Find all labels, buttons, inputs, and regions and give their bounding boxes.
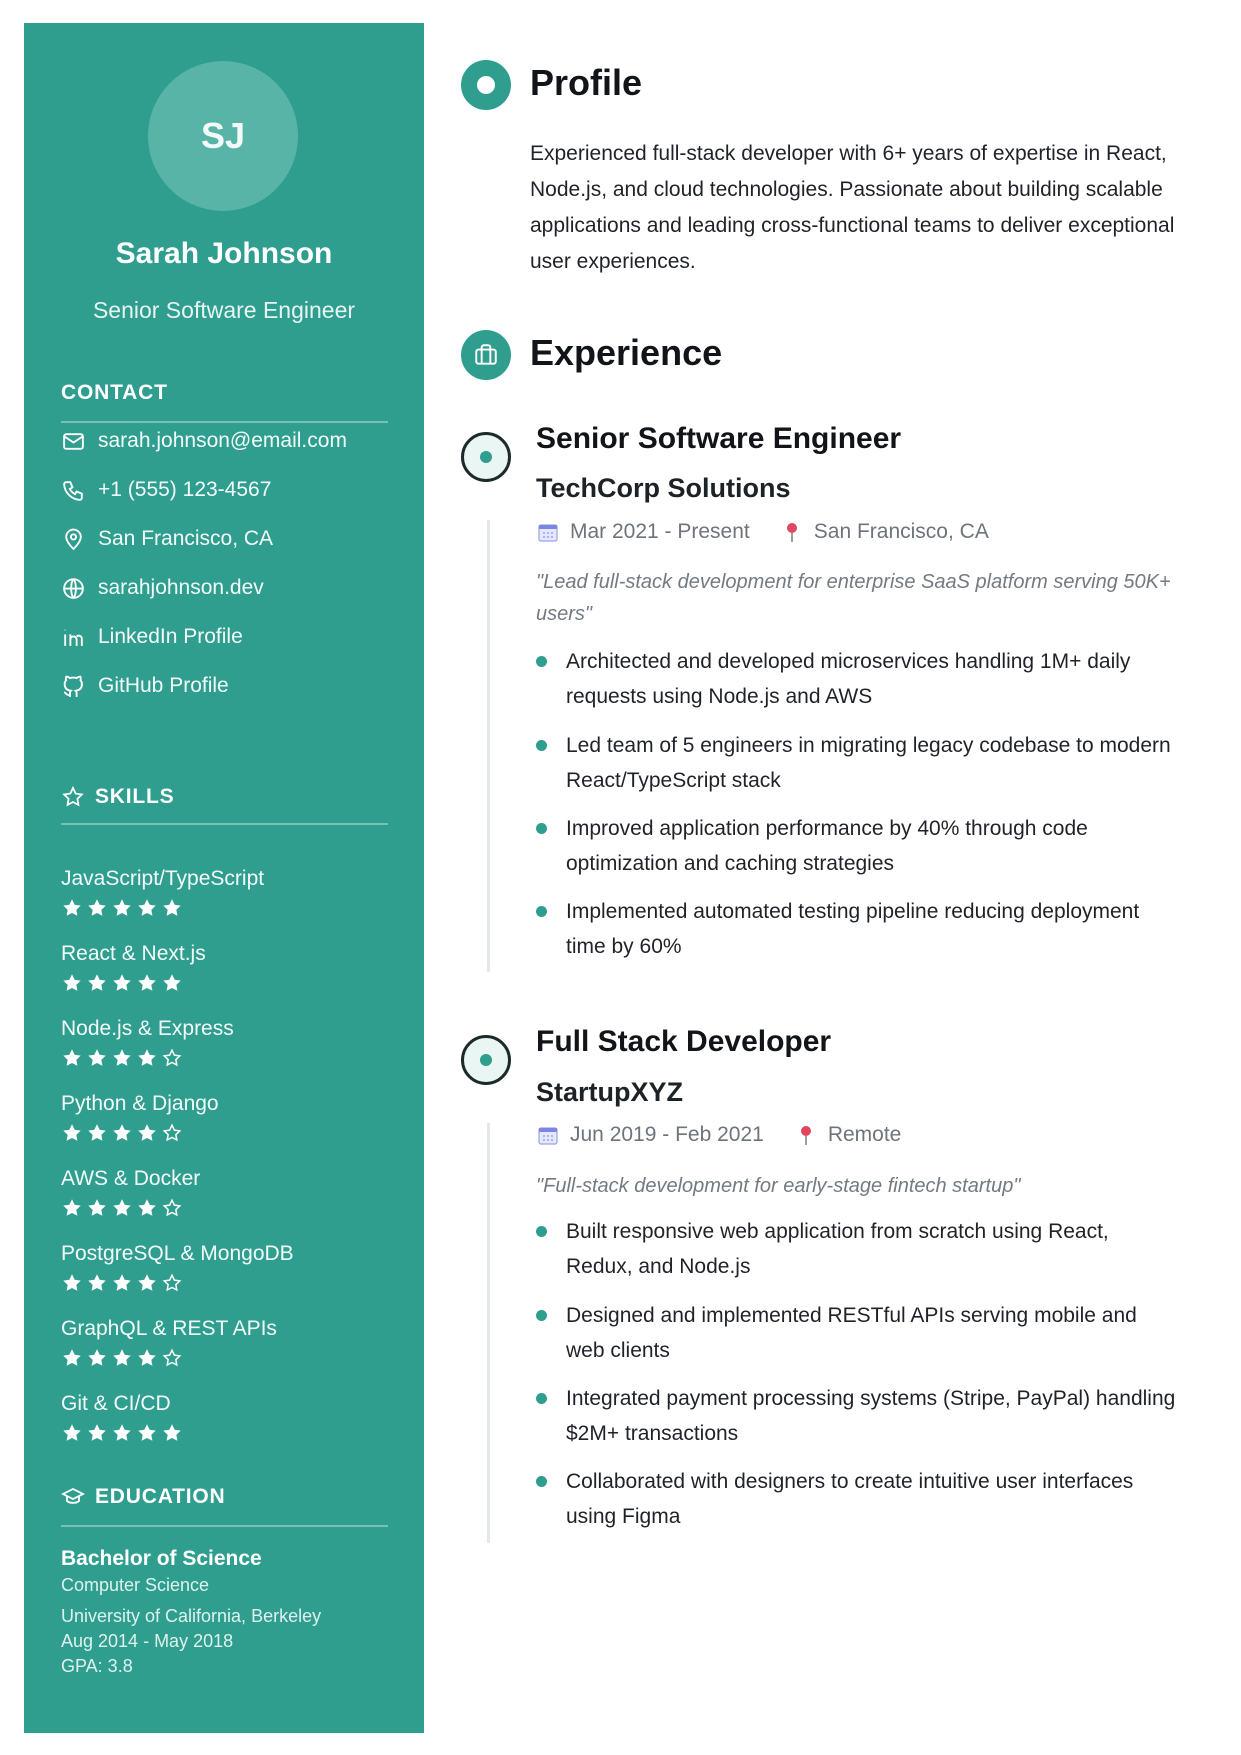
star-filled-icon [61, 1347, 83, 1369]
map-pin-icon [61, 527, 86, 552]
job-dates: Jun 2019 - Feb 2021 [570, 1123, 764, 1146]
star-empty-icon [161, 1272, 183, 1294]
skill-rating [61, 1122, 388, 1144]
star-outline-icon [61, 785, 85, 809]
job-company: StartupXYZ [536, 1077, 684, 1107]
star-filled-icon [136, 1047, 158, 1069]
star-filled-icon [86, 1122, 108, 1144]
profile-summary: Experienced full-stack developer with 6+ years of expertise in React, Node.js, and cloud technologies. Passionate about building scalable applications and leading cross-functional teams to deliver exceptional user experiences. [530, 142, 1175, 273]
star-filled-icon [161, 897, 183, 919]
job-bullet [536, 728, 1176, 798]
skill-rating [61, 972, 388, 994]
linkedin-icon [61, 625, 86, 650]
star-filled-icon [86, 1272, 108, 1294]
job-bullet-text: Integrated payment processing systems (Stripe, PayPal) handling $2M+ transactions [566, 1387, 1176, 1445]
skill-rating [61, 1422, 388, 1444]
mail-icon [61, 429, 86, 454]
star-filled-icon [136, 1122, 158, 1144]
star-filled-icon [86, 1347, 108, 1369]
skill-item [61, 1315, 388, 1369]
contact-email[interactable]: sarah.johnson@email.com [61, 426, 401, 456]
star-filled-icon [111, 1347, 133, 1369]
star-filled-icon [86, 1197, 108, 1219]
star-filled-icon [86, 1047, 108, 1069]
star-filled-icon [86, 897, 108, 919]
job-bullet-text: Led team of 5 engineers in migrating legacy codebase to modern React/TypeScript stack [566, 734, 1171, 792]
skill-rating [61, 1272, 388, 1294]
bullet-dot-icon [536, 1226, 547, 1237]
education-field: Computer Science [61, 1575, 210, 1595]
job-bullet [536, 1464, 1176, 1534]
location-pin-icon [780, 520, 804, 544]
contact-linkedin[interactable]: LinkedIn Profile [61, 622, 401, 652]
github-icon [61, 674, 86, 699]
star-filled-icon [61, 972, 83, 994]
bullet-dot-icon [536, 656, 547, 667]
contact-github[interactable]: GitHub Profile [61, 671, 401, 701]
star-filled-icon [86, 972, 108, 994]
job-bullet [536, 1298, 1176, 1368]
job-location: Remote [827, 1123, 902, 1146]
skill-rating [61, 897, 388, 919]
star-empty-icon [161, 1122, 183, 1144]
contact-phone[interactable]: +1 (555) 123-4567 [61, 475, 401, 505]
calendar-icon [536, 1123, 560, 1147]
skill-rating [61, 1197, 388, 1219]
skill-rating [61, 1047, 388, 1069]
skill-name: Python & Django [61, 1092, 219, 1115]
job-summary: "Full-stack development for early-stage fintech startup" [536, 1175, 1021, 1197]
star-filled-icon [111, 1272, 133, 1294]
job-summary: "Lead full-stack development for enterprise SaaS platform serving 50K+ users" [536, 571, 1171, 625]
star-filled-icon [111, 1122, 133, 1144]
skill-name: React & Next.js [61, 942, 206, 965]
skill-item [61, 1090, 388, 1144]
education-heading: EDUCATION [61, 1485, 388, 1509]
star-filled-icon [61, 1197, 83, 1219]
star-filled-icon [111, 972, 133, 994]
candidate-title: Senior Software Engineer [92, 297, 356, 323]
globe-icon [61, 576, 86, 601]
skill-item [61, 865, 388, 919]
experience-heading: Experience [530, 332, 723, 373]
star-filled-icon [136, 1272, 158, 1294]
contact-location: San Francisco, CA [61, 524, 401, 554]
job-bullet [536, 1381, 1176, 1451]
star-filled-icon [136, 1347, 158, 1369]
job-meta [536, 1123, 901, 1147]
star-filled-icon [111, 897, 133, 919]
experience-section-icon [461, 330, 511, 380]
job-bullet-text: Improved application performance by 40% through code optimization and caching strategies [566, 817, 1088, 875]
skills-heading: SKILLS [61, 785, 388, 809]
job-bullet-text: Implemented automated testing pipeline reducing deployment time by 60% [566, 900, 1140, 958]
job-dates: Mar 2021 - Present [570, 520, 750, 543]
job-bullet [536, 811, 1176, 881]
job-timeline-dot [461, 432, 511, 482]
skill-item [61, 1240, 388, 1294]
profile-section-icon [461, 60, 511, 110]
star-empty-icon [161, 1347, 183, 1369]
job-bullet [536, 1214, 1176, 1284]
skill-name: GraphQL & REST APIs [61, 1317, 277, 1340]
star-filled-icon [61, 1422, 83, 1444]
bullet-dot-icon [536, 1310, 547, 1321]
star-filled-icon [136, 1197, 158, 1219]
job-bullet-text: Collaborated with designers to create intuitive user interfaces using Figma [566, 1470, 1134, 1528]
job-bullet [536, 894, 1176, 964]
graduation-cap-icon [61, 1485, 85, 1509]
calendar-icon [536, 520, 560, 544]
location-pin-icon [794, 1123, 818, 1147]
education-dates: Aug 2014 - May 2018 [61, 1631, 234, 1651]
education-degree: Bachelor of Science [61, 1547, 262, 1570]
briefcase-icon [473, 342, 499, 368]
job-company: TechCorp Solutions [536, 473, 791, 503]
skill-name: PostgreSQL & MongoDB [61, 1242, 294, 1265]
job-title: Full Stack Developer [536, 1025, 832, 1058]
skills-divider [61, 823, 388, 825]
job-bullet-text: Designed and implemented RESTful APIs serving mobile and web clients [566, 1304, 1137, 1362]
sidebar [24, 23, 424, 1733]
bullet-dot-icon [536, 1476, 547, 1487]
avatar: SJ [148, 61, 298, 211]
job-bullet-text: Architected and developed microservices handling 1M+ daily requests using Node.js and AWS [566, 650, 1131, 708]
job-timeline-line [487, 1123, 490, 1543]
star-filled-icon [136, 897, 158, 919]
profile-heading: Profile [530, 62, 643, 103]
star-filled-icon [136, 1422, 158, 1444]
education-school: University of California, Berkeley [61, 1606, 322, 1626]
star-filled-icon [61, 1047, 83, 1069]
job-location: San Francisco, CA [813, 520, 989, 543]
bullet-dot-icon [536, 906, 547, 917]
job-timeline-line [487, 520, 490, 972]
education-gpa: GPA: 3.8 [61, 1656, 133, 1676]
star-filled-icon [161, 1422, 183, 1444]
job-timeline-dot [461, 1035, 511, 1085]
job-title: Senior Software Engineer [536, 422, 902, 455]
education-divider [61, 1525, 388, 1527]
star-filled-icon [86, 1422, 108, 1444]
contact-website[interactable]: sarahjohnson.dev [61, 573, 401, 603]
skill-rating [61, 1347, 388, 1369]
bullet-dot-icon [536, 740, 547, 751]
star-filled-icon [111, 1197, 133, 1219]
skill-name: JavaScript/TypeScript [61, 867, 265, 890]
skill-name: Node.js & Express [61, 1017, 234, 1040]
phone-icon [61, 478, 86, 503]
candidate-name: Sarah Johnson [115, 237, 333, 270]
star-empty-icon [161, 1047, 183, 1069]
skill-item [61, 940, 388, 994]
bullet-dot-icon [536, 1393, 547, 1404]
star-filled-icon [61, 897, 83, 919]
star-filled-icon [61, 1272, 83, 1294]
contact-heading: CONTACT [61, 381, 168, 404]
education-entry [61, 1545, 401, 1679]
star-empty-icon [161, 1197, 183, 1219]
star-filled-icon [161, 972, 183, 994]
star-filled-icon [111, 1422, 133, 1444]
job-bullet-text: Built responsive web application from scratch using React, Redux, and Node.js [566, 1220, 1109, 1278]
job-bullet [536, 644, 1176, 714]
skill-name: AWS & Docker [61, 1167, 201, 1190]
target-dot-icon [477, 76, 495, 94]
star-filled-icon [136, 972, 158, 994]
contact-divider [61, 421, 388, 423]
star-filled-icon [61, 1122, 83, 1144]
skill-item [61, 1015, 388, 1069]
skill-item [61, 1390, 388, 1444]
job-meta [536, 520, 989, 544]
skill-name: Git & CI/CD [61, 1392, 171, 1415]
star-filled-icon [111, 1047, 133, 1069]
bullet-dot-icon [536, 823, 547, 834]
skill-item [61, 1165, 388, 1219]
